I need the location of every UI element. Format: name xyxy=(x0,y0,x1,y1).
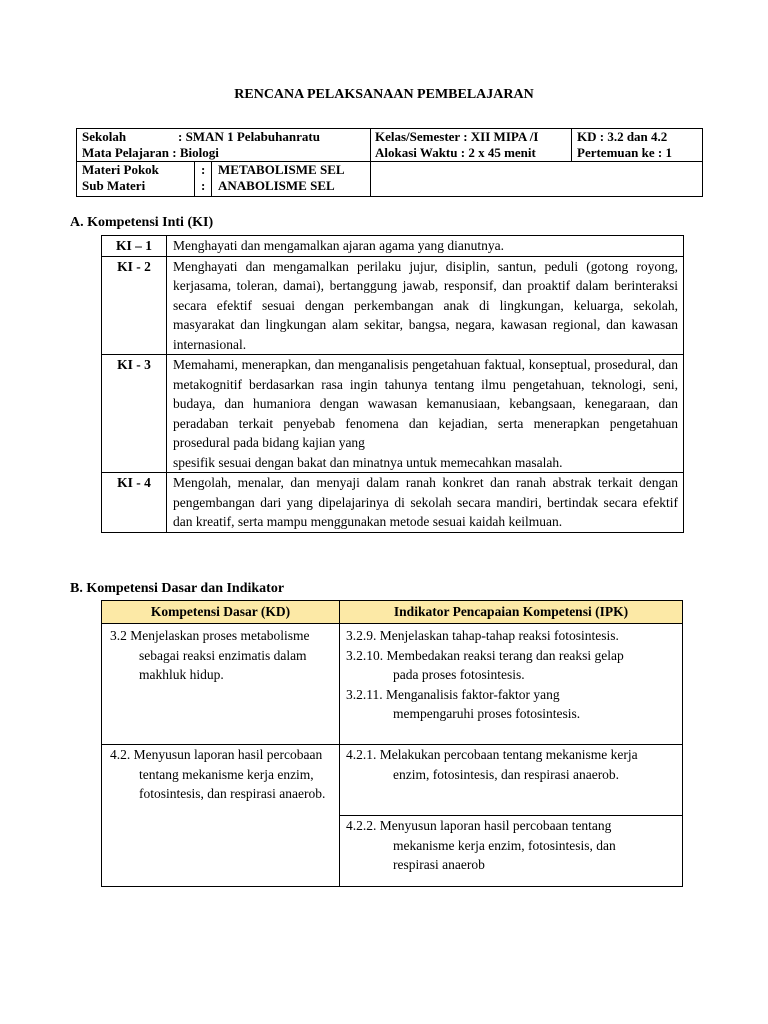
kd-text: 3.2 Menjelaskan proses metabolisme sebagai reaksi enzimatis dalam makhluk hidup. xyxy=(110,628,310,682)
sekolah-value: : SMAN 1 Pelabuhanratu xyxy=(178,129,320,144)
ki-text: Memahami, menerapkan, dan menganalisis pengetahuan faktual, konseptual, prosedural, dan metakognitif berdasarkan rasa ingin tahunya tentang ilmu pengetahuan, teknologi, seni, budaya, dan humaniora dengan wawasan kemanusiaan, kebangsaan, kenegaraan, dan peradaban terkait penyebab fenomena dan kejadian, serta menerapkan pengetahuan prosedural pada bidang kajian yang xyxy=(173,357,678,450)
table-row xyxy=(102,256,684,355)
ipk-item: 4.2.1. Melakukan percobaan tentang mekanisme kerja enzim, fotosintesis, dan respirasi anaerob. xyxy=(346,747,638,782)
table-row xyxy=(102,473,684,533)
ki-text: Mengolah, menalar, dan menyaji dalam ranah konkret dan ranah abstrak terkait dengan pengembangan dari yang dipelajarinya di sekolah secara mandiri, bertindak secara efektif dan kreatif, serta mampu menggunakan metode sesuai kaidah keilmuan. xyxy=(167,473,684,533)
ki-label: KI - 4 xyxy=(102,473,167,533)
table-row xyxy=(102,745,683,816)
table-row xyxy=(102,236,684,257)
ki-text: Menghayati dan mengamalkan perilaku jujur, disiplin, santun, peduli (gotong royong, kerjasama, toleran, damai), bertanggung jawab, responsif, dan proaktif dalam berinteraksi secara efektif sesuai dengan perkembangan anak di lingkungan, keluarga, sekolah, masyarakat dan lingkungan alam sekitar, bangsa, negara, kawasan regional, dan kawasan internasional. xyxy=(167,256,684,355)
header-table xyxy=(76,128,703,197)
materi-colon: : xyxy=(201,162,206,177)
ki-label: KI – 1 xyxy=(102,236,167,257)
kd-text: 4.2. Menyusun laporan hasil percobaan tentang mekanisme kerja enzim, fotosintesis, dan respirasi anaerob. xyxy=(110,747,326,801)
materi-label: Materi Pokok xyxy=(82,162,159,177)
ki-text-cell xyxy=(167,355,684,473)
ipk-item: 3.2.11. Menganalisis faktor-faktor yang mempengaruhi proses fotosintesis. xyxy=(346,686,581,721)
ipk-cell xyxy=(340,624,683,745)
ipk-column-header: Indikator Pencapaian Kompetensi (IPK) xyxy=(340,601,683,624)
table-row xyxy=(102,355,684,473)
ipk-item: 3.2.10. Membedakan reaksi terang dan reaksi gelap pada proses fotosintesis. xyxy=(346,647,624,682)
pertemuan-value: Pertemuan ke : 1 xyxy=(577,145,672,160)
page-title: RENCANA PELAKSANAAN PEMBELAJARAN xyxy=(234,87,534,102)
ipk-cell xyxy=(340,745,683,816)
kd-table xyxy=(101,600,683,887)
mapel-row xyxy=(82,145,370,161)
ipk-item: 4.2.2. Menyusun laporan hasil percobaan tentang mekanisme kerja enzim, fotosintesis, dan respirasi anaerob xyxy=(346,818,616,872)
mapel-label: Mata Pelajaran : xyxy=(82,145,177,160)
ipk-item: 3.2.9. Menjelaskan tahap-tahap reaksi fotosintesis. xyxy=(346,628,619,643)
ki-label: KI - 2 xyxy=(102,256,167,355)
materi-value: METABOLISME SEL xyxy=(218,162,345,177)
alokasi-value: Alokasi Waktu : 2 x 45 menit xyxy=(375,145,536,160)
kd-cell xyxy=(102,745,340,887)
sub-materi-label: Sub Materi xyxy=(82,178,146,193)
kelas-value: Kelas/Semester : XII MIPA /I xyxy=(375,129,539,144)
sekolah-row xyxy=(82,129,370,145)
ki-text: Menghayati dan mengamalkan ajaran agama yang dianutnya. xyxy=(167,236,684,257)
section-b-heading: B. Kompetensi Dasar dan Indikator xyxy=(70,581,285,596)
section-a-heading: A. Kompetensi Inti (KI) xyxy=(70,215,214,230)
kd-value: KD : 3.2 dan 4.2 xyxy=(577,129,668,144)
kd-cell xyxy=(102,624,340,745)
sub-materi-value: ANABOLISME SEL xyxy=(218,178,335,193)
kd-column-header: Kompetensi Dasar (KD) xyxy=(102,601,340,624)
ipk-cell xyxy=(340,816,683,887)
ki-text-continuation: spesifik sesuai dengan bakat dan minatnya untuk memecahkan masalah. xyxy=(173,454,563,470)
table-row xyxy=(102,624,683,745)
ki-table xyxy=(101,235,684,533)
ki-label: KI - 3 xyxy=(102,355,167,473)
mapel-value: Biologi xyxy=(179,145,219,160)
sub-colon: : xyxy=(201,178,206,193)
sekolah-label: Sekolah xyxy=(82,129,127,144)
